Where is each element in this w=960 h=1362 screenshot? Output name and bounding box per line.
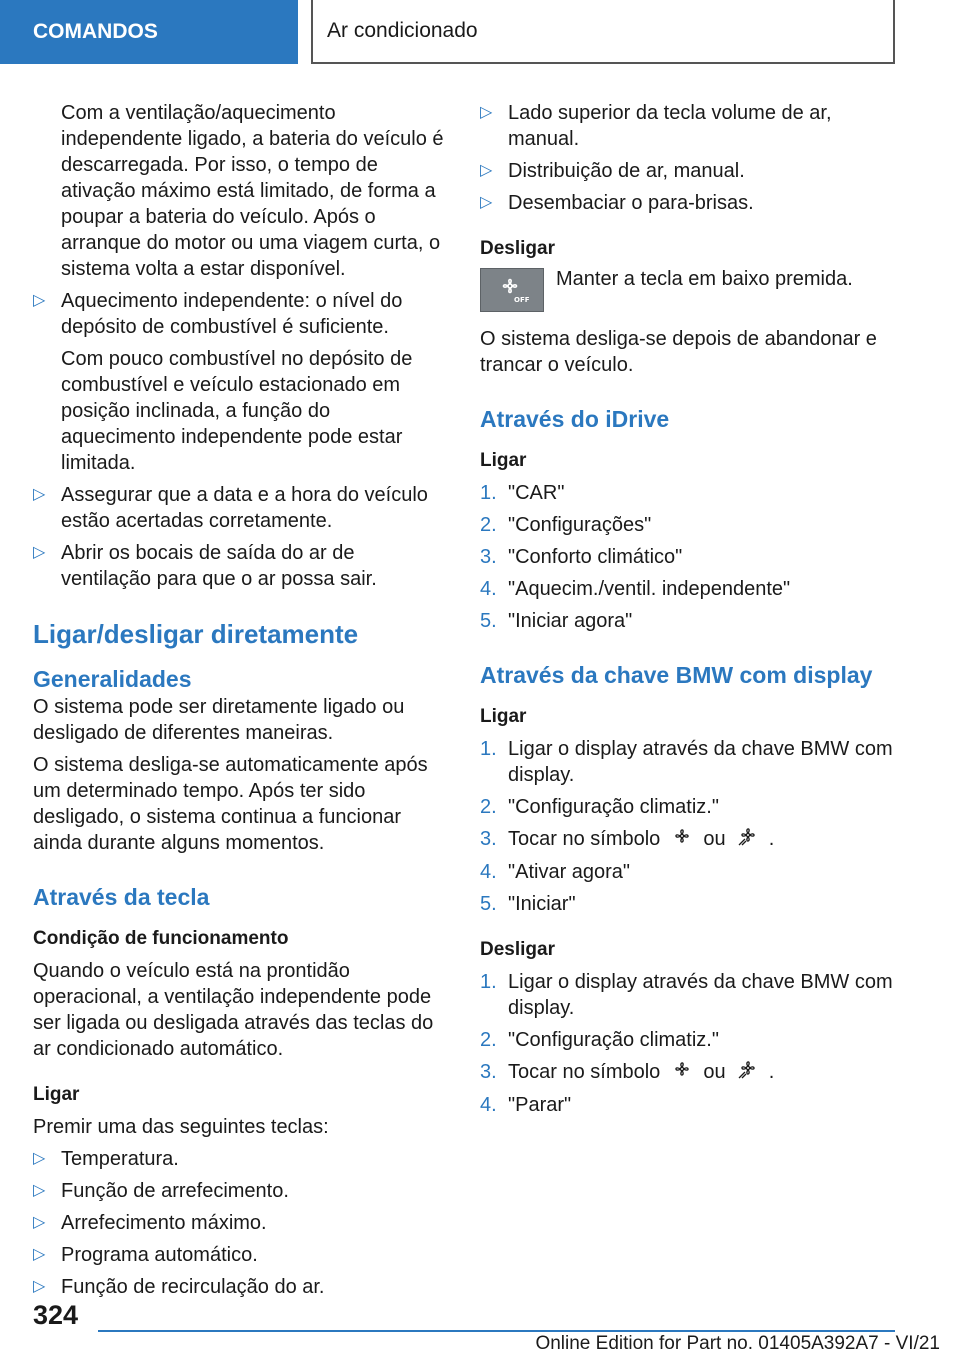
idrive-on-heading: Ligar [480,450,527,471]
step-number: 4. [480,861,497,884]
heading-condition: Condição de funcionamento [33,928,289,949]
list-item: ▷ Distribuição de ar, manual. [480,160,745,182]
list-item: ▷ Aquecimento independente: o nível do depósito de combustível é suficiente. [33,290,403,338]
condition-text: Quando o veículo está na prontidão operacional, a ventilação independente pode ser ligada ou desligada através das teclas do ar condicionado automático. [33,960,434,1060]
step-number: 1. [480,971,497,994]
list-item: 2. "Configuração climatiz." [480,1029,719,1052]
off-key-text: Manter a tecla em baixo premida. [556,268,853,290]
off-key-label: OFF [514,296,530,304]
bullet-icon: ▷ [480,194,493,211]
fan-icon [672,826,692,853]
list-item: ▷ Lado superior da tecla volume de ar, manual. [480,102,832,150]
bullet-icon: ▷ [33,1182,46,1199]
list-item: 5. "Iniciar" [480,893,576,916]
general-paragraph-1: O sistema pode ser diretamente ligado ou desligado de diferentes maneiras. [33,696,405,744]
off-key-row [480,266,894,312]
step-number: 5. [480,610,497,632]
list-item: 5. "Iniciar agora" [480,610,633,632]
list-item: ▷ Assegurar que a data e a hora do veículo estão acertadas corretamente. [33,484,428,532]
section-tab [0,0,298,64]
step-number: 4. [480,578,497,600]
step-number: 3. [480,828,497,850]
footer-divider [98,1330,895,1332]
footer-edition: Online Edition for Part no. 01405A392A7 - VI/21 [535,1333,940,1354]
display-off-heading: Desligar [480,939,555,961]
list-item: ▷ Programa automático. [33,1244,258,1266]
bullet-icon: ▷ [33,1214,46,1231]
list-item: 2. "Configurações" [480,514,652,536]
list-item: 3. Tocar no símbolo ou . [480,826,894,853]
list-item: 2. "Configuração climatiz." [480,796,719,818]
list-item: 3. Tocar no símbolo ou . [480,1059,894,1086]
general-paragraph-2: O sistema desliga-se automaticamente após um determinado tempo. Após ter sido desligado, o sistema continua a funcionar ainda durante alguns momentos. [33,754,428,854]
bullet-icon: ▷ [480,162,493,179]
step-number: 5. [480,893,497,916]
list-item: 1. Ligar o display através da chave BMW com display. [480,738,893,786]
list-item: ▷ Função de arrefecimento. [33,1180,289,1202]
bullet-icon: ▷ [33,1278,46,1295]
left-column [33,100,447,1300]
bullet-icon: ▷ [33,486,46,503]
heading-idrive: Através do iDrive [480,406,670,432]
list-item: ▷ Abrir os bocais de saída do ar de ventilação para que o ar possa sair. [33,542,377,590]
step-number: 4. [480,1094,497,1117]
list-item: ▷ Função de recirculação do ar. [33,1276,325,1298]
step-number: 2. [480,796,497,818]
list-item: ▷ Desembaciar o para-brisas. [480,192,754,214]
fan-heat-icon [737,1059,757,1086]
fan-icon [672,1059,692,1086]
page-number: 324 [33,1300,79,1330]
list-item: 3. "Conforto climático" [480,546,683,568]
step-number: 2. [480,514,497,536]
section-title: COMANDOS [33,20,158,43]
list-item: 4. "Ativar agora" [480,861,631,884]
step-number: 1. [480,482,497,504]
step-number: 1. [480,738,497,760]
step-number: 3. [480,546,497,568]
heading-general: Generalidades [33,666,192,692]
intro-paragraph: Com a ventilação/aquecimento independente ligado, a bateria do veículo é descarregada. Por isso, o tempo de ativação máximo está limitado, de forma a poupar a bateria do veículo. Após o arranque do motor ou uma viagem curta, o sistema volta a estar disponível. [61,102,444,280]
list-item: 4. "Aquecim./ventil. independente" [480,578,791,600]
heading-on: Ligar [33,1084,80,1105]
heading-off: Desligar [480,238,555,259]
bullet-icon: ▷ [33,1150,46,1167]
step-number: 2. [480,1029,497,1052]
bullet-icon: ▷ [480,104,493,121]
chapter-tab [311,0,895,64]
list-item: ▷ Arrefecimento máximo. [33,1212,267,1234]
fan-heat-icon [737,826,757,853]
heading-main: Ligar/desligar diretamente [33,619,359,649]
list-item: 1. "CAR" [480,482,565,504]
bullet-icon: ▷ [33,1246,46,1263]
fan-off-key-icon [480,268,544,312]
list-item: 4. "Parar" [480,1094,572,1117]
bullet-note: Com pouco combustível no depósito de combustível e veículo estacionado em posição inclinada, a função do aquecimento independente pode estar limitada. [61,348,413,474]
on-intro: Premir uma das seguintes teclas: [33,1116,329,1138]
display-on-heading: Ligar [480,706,527,727]
bullet-icon: ▷ [33,544,46,561]
list-item: ▷ Temperatura. [33,1148,179,1170]
right-column [480,100,894,1118]
list-item: 1. Ligar o display através da chave BMW com display. [480,971,893,1020]
chapter-title: Ar condicionado [327,19,478,42]
bullet-icon: ▷ [33,292,46,309]
off-info: O sistema desliga-se depois de abandonar e trancar o veículo. [480,328,877,376]
step-number: 3. [480,1061,497,1084]
heading-display-key: Através da chave BMW com display [480,662,873,688]
heading-key: Através da tecla [33,884,210,910]
